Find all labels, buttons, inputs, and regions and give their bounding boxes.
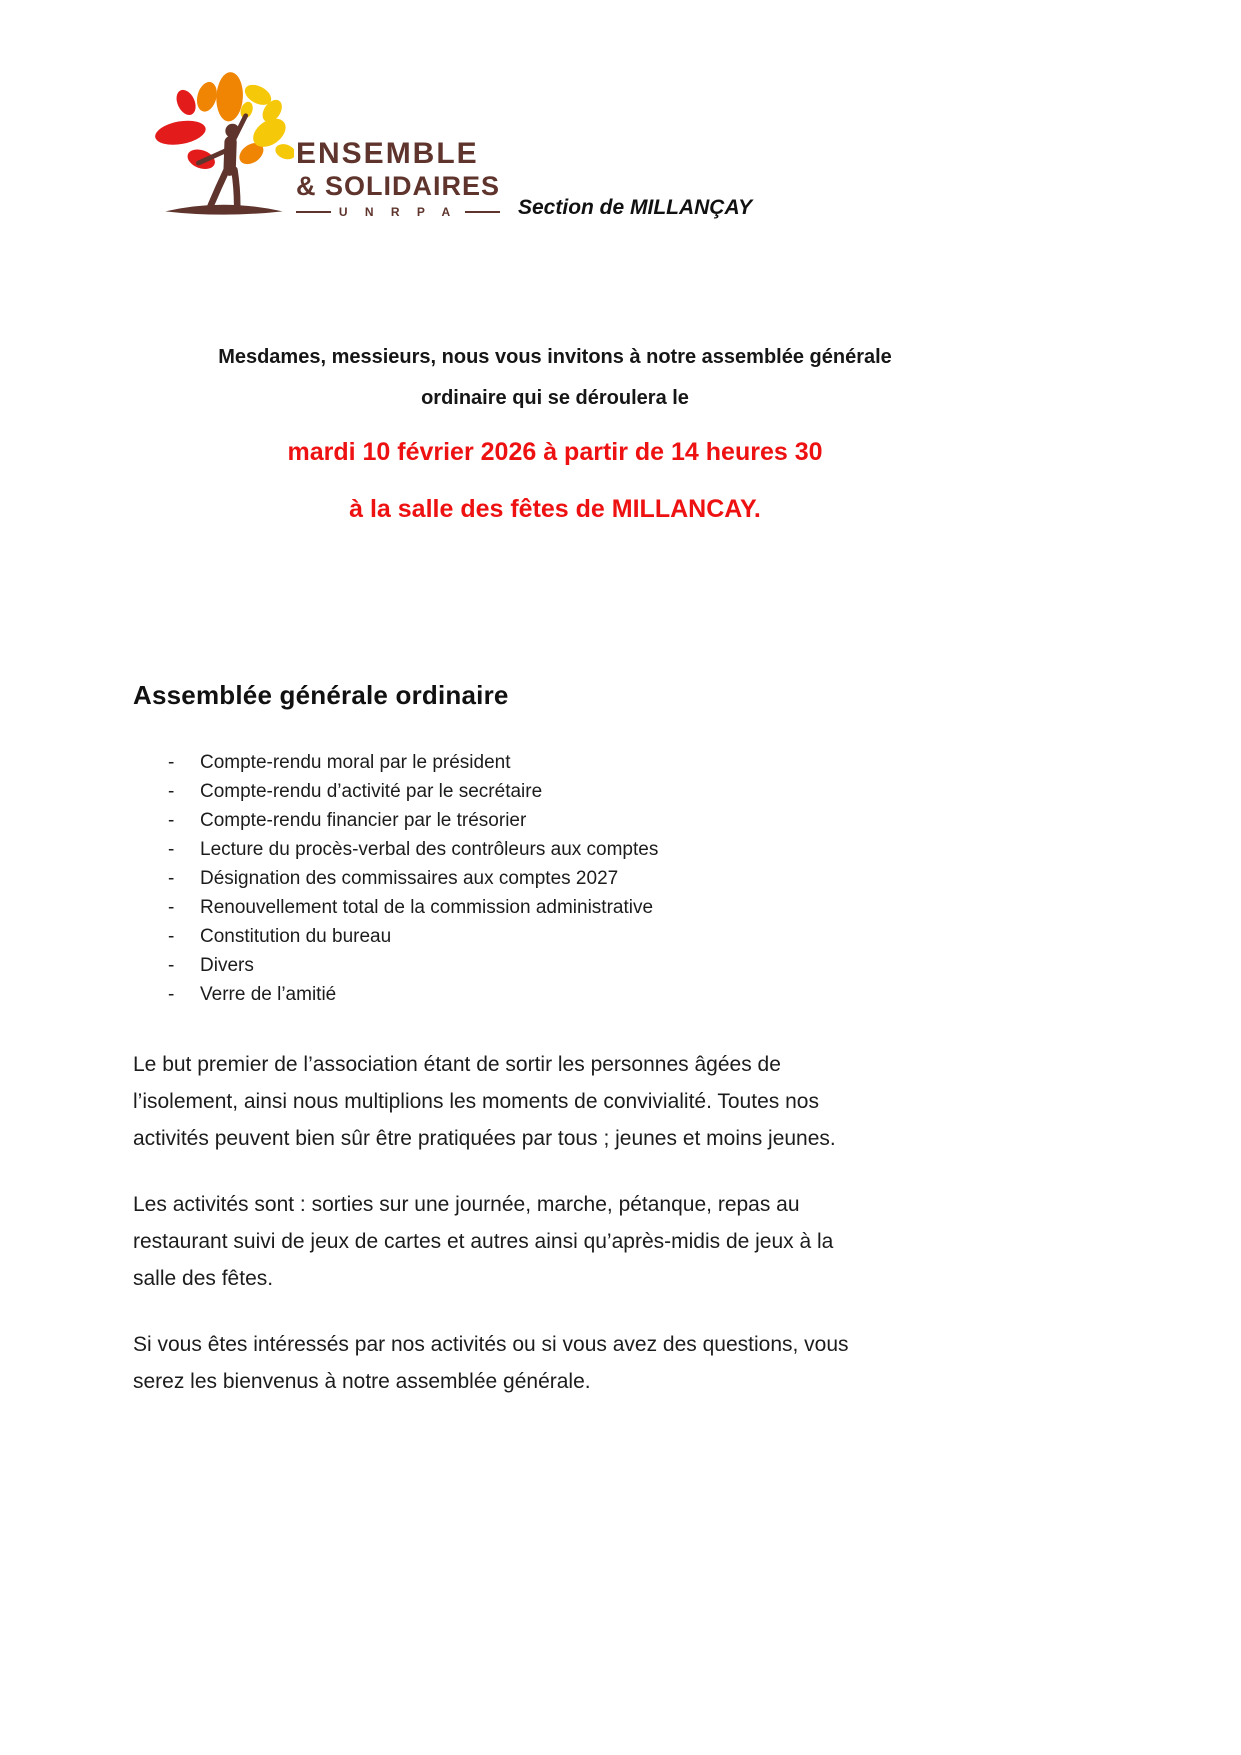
paragraph-line: Si vous êtes intéressés par nos activités ou si vous avez des questions, vous [133, 1333, 849, 1356]
intro-line-2: ordinaire qui se déroulera le [421, 387, 689, 409]
logo-text [296, 139, 500, 220]
left-rule [296, 211, 331, 213]
body-paragraph [133, 1186, 1133, 1297]
agenda-item-label: Constitution du bureau [200, 925, 392, 947]
intro-text [133, 337, 977, 419]
agenda-item-label: Renouvellement total de la commission administrative [200, 896, 654, 918]
body-paragraph [133, 1326, 1133, 1400]
list-dash: - [168, 954, 175, 976]
agenda-item [168, 777, 658, 806]
agenda-item-label: Désignation des commissaires aux comptes 2027 [200, 867, 619, 889]
paragraph-line: Les activités sont : sorties sur une journée, marche, pétanque, repas au [133, 1193, 800, 1216]
list-dash: - [168, 809, 175, 831]
agenda-item [168, 835, 658, 864]
agenda-item-label: Divers [200, 954, 254, 976]
logo [152, 72, 500, 220]
org-subname-label: U N R P A [338, 205, 458, 219]
list-dash: - [168, 780, 175, 802]
agenda-item-label: Compte-rendu moral par le président [200, 751, 511, 773]
agenda-item [168, 893, 658, 922]
right-rule [465, 211, 500, 213]
section-subtitle: Section de MILLANÇAY [518, 196, 753, 219]
agenda-title: Assemblée générale ordinaire [133, 680, 509, 710]
list-dash: - [168, 838, 175, 860]
intro-line-1: Mesdames, messieurs, nous vous invitons à notre assemblée générale [218, 346, 892, 368]
org-subname [296, 206, 500, 218]
agenda-item [168, 922, 658, 951]
list-dash: - [168, 896, 175, 918]
paragraph-line: l’isolement, ainsi nous multiplions les moments de convivialité. Toutes nos [133, 1090, 819, 1113]
paragraph-line: salle des fêtes. [133, 1267, 274, 1290]
agenda-item-label: Verre de l’amitié [200, 983, 337, 1005]
list-dash: - [168, 983, 175, 1005]
list-dash: - [168, 925, 175, 947]
logo-tree-person-icon [152, 72, 294, 220]
agenda-item-label: Compte-rendu financier par le trésorier [200, 809, 527, 831]
agenda-item-label: Compte-rendu d’activité par le secrétaire [200, 780, 543, 802]
body-paragraph [133, 1046, 1133, 1157]
event-date-line: mardi 10 février 2026 à partir de 14 heures 30 [287, 438, 823, 466]
agenda-item-label: Lecture du procès-verbal des contrôleurs aux comptes [200, 838, 659, 860]
org-name-line1: ENSEMBLE [296, 137, 479, 170]
agenda-item [168, 806, 658, 835]
agenda-item [168, 864, 658, 893]
list-dash: - [168, 867, 175, 889]
agenda-item [168, 748, 658, 777]
org-name-line2: & SOLIDAIRES [296, 171, 501, 201]
paragraph-line: restaurant suivi de jeux de cartes et autres ainsi qu’après-midis de jeux à la [133, 1230, 834, 1253]
list-dash: - [168, 751, 175, 773]
paragraph-line: Le but premier de l’association étant de sortir les personnes âgées de [133, 1053, 781, 1076]
paragraph-line: activités peuvent bien sûr être pratiquées par tous ; jeunes et moins jeunes. [133, 1127, 836, 1150]
agenda-list [168, 748, 658, 1009]
event-location-line: à la salle des fêtes de MILLANCAY. [349, 495, 761, 523]
paragraph-line: serez les bienvenus à notre assemblée générale. [133, 1370, 591, 1393]
agenda-item [168, 951, 658, 980]
agenda-item [168, 980, 658, 1009]
